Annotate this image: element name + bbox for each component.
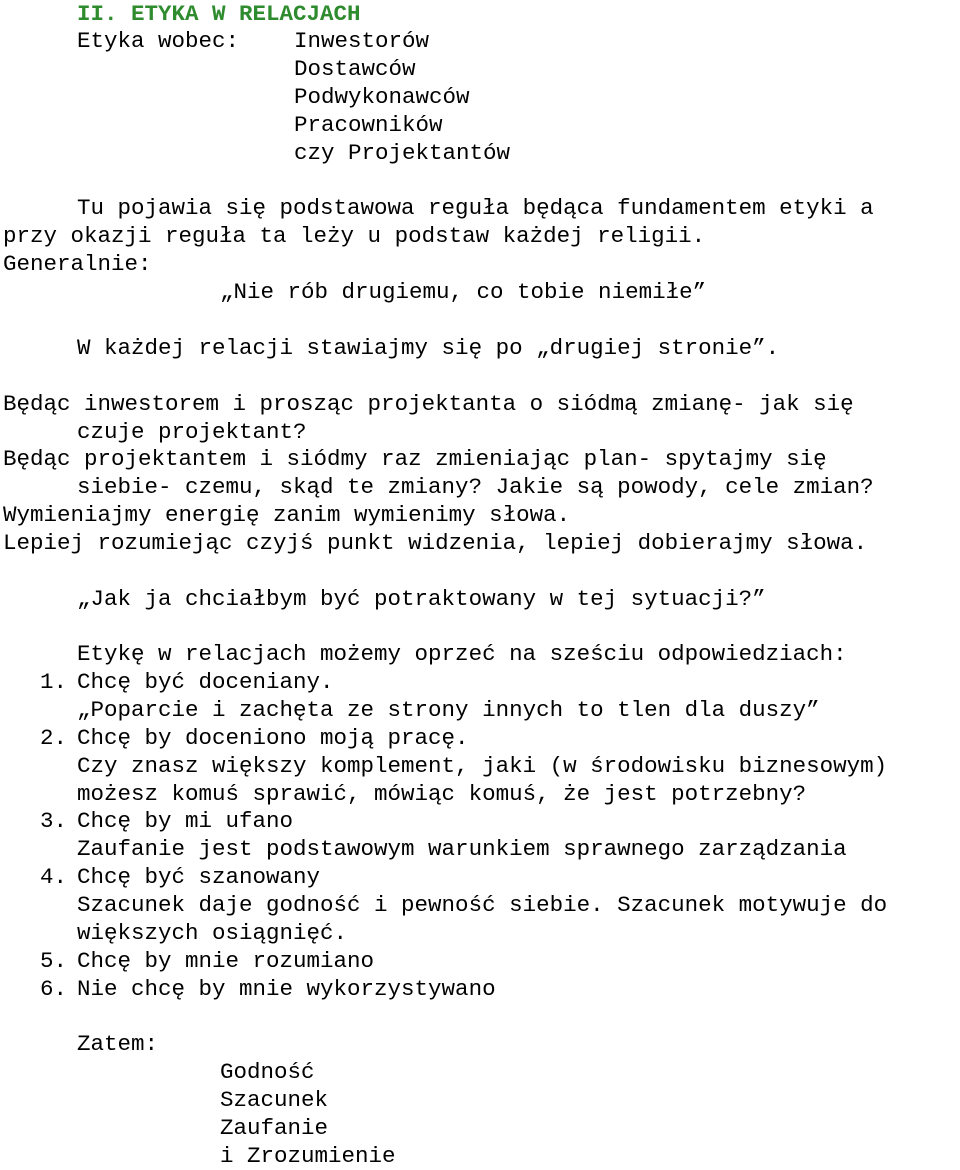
list-item-number: 5. [40,948,68,974]
generally-label: Generalnie: [3,251,152,277]
stakeholder-item: Pracowników [294,112,443,138]
stakeholder-item: Dostawców [294,56,416,82]
six-needs-intro: Etykę w relacjach możemy oprzeć na sześciu odpowiedziach: [77,641,847,667]
list-item-note: Czy znasz większy komplement, jaki (w środowisku biznesowym) [77,753,888,779]
stakeholder-item: czy Projektantów [294,140,511,166]
list-item-number: 3. [40,808,68,834]
investor-example-line: Będąc inwestorem i prosząc projektanta o siódmą zmianę- jak się [3,391,854,417]
list-item-note: większych osiągnięć. [77,920,348,946]
intro-paragraph-line: przy okazji reguła ta leży u podstaw każdej religii. [3,223,706,249]
list-item-text: Nie chcę by mnie wykorzystywano [77,976,496,1002]
list-item-note: „Poparcie i zachęta ze strony innych to tlen dla duszy” [77,697,820,723]
list-item-number: 1. [40,669,68,695]
list-item-number: 2. [40,725,68,751]
list-item-text: Chcę by doceniono moją pracę. [77,725,469,751]
conclusion-label: Zatem: [77,1031,159,1057]
stakeholder-item: Podwykonawców [294,84,470,110]
understanding-sentence: Lepiej rozumiejąc czyjś punkt widzenia, lepiej dobierajmy słowa. [3,530,868,556]
intro-paragraph-line: Tu pojawia się podstawowa reguła będąca fundamentem etyki a [77,195,874,221]
core-value: Godność [220,1059,315,1085]
list-item-text: Chcę być doceniany. [77,669,334,695]
list-item-note: Szacunek daje godność i pewność siebie. Szacunek motywuje do [77,892,888,918]
ethics-towards-label: Etyka wobec: [77,28,240,54]
core-value: i Zrozumienie [220,1143,396,1169]
list-item-text: Chcę być szanowany [77,864,321,890]
core-value: Zaufanie [220,1115,329,1141]
golden-rule-quote: „Nie rób drugiemu, co tobie niemiłe” [220,279,707,305]
investor-example-line: czuje projektant? [77,419,307,445]
designer-example-line: siebie- czemu, skąd te zmiany? Jakie są powody, cele zmian? [77,474,874,500]
list-item-note: możesz komuś sprawić, mówiąc komuś, że jest potrzebny? [77,781,807,807]
energy-sentence: Wymieniajmy energię zanim wymienimy słowa. [3,502,571,528]
list-item-number: 4. [40,864,68,890]
core-value: Szacunek [220,1087,329,1113]
stakeholder-item: Inwestorów [294,28,430,54]
list-item-text: Chcę by mnie rozumiano [77,948,375,974]
list-item-note: Zaufanie jest podstawowym warunkiem sprawnego zarządzania [77,836,847,862]
section-heading: II. ETYKA W RELACJACH [77,1,361,27]
list-item-number: 6. [40,976,68,1002]
relations-sentence: W każdej relacji stawiajmy się po „drugiej stronie”. [77,335,780,361]
list-item-text: Chcę by mi ufano [77,808,294,834]
self-question-quote: „Jak ja chciałbym być potraktowany w tej sytuacji?” [77,586,766,612]
designer-example-line: Będąc projektantem i siódmy raz zmieniając plan- spytajmy się [3,446,827,472]
